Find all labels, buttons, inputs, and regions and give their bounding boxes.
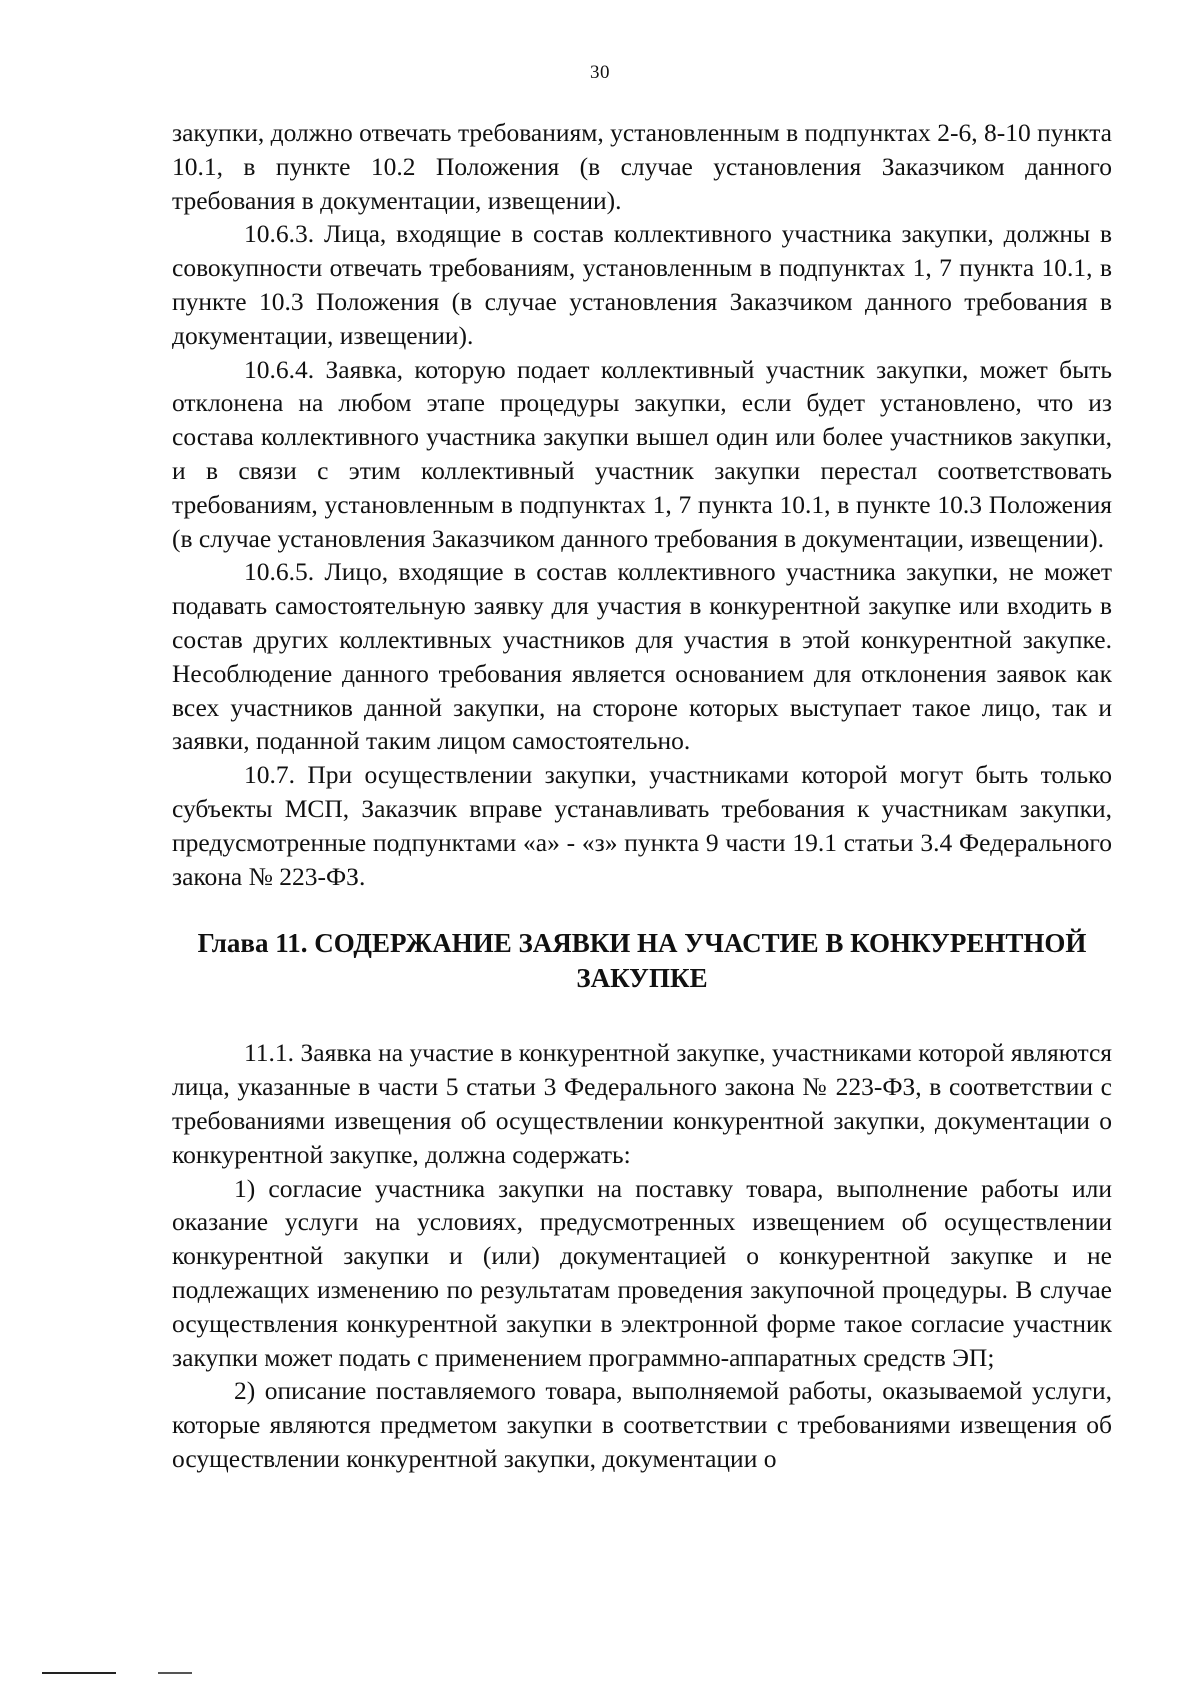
paragraph-10-7: 10.7. При осуществлении закупки, участниками которой могут быть только субъекты МСП, Заказчик вправе устанавливать требования к участникам закупки, предусмотренные подпунктами «а» - «з» пункта 9 части 19.1 статьи 3.4 Федерального закона № 223-ФЗ. [172,760,1112,891]
footer-rule [42,1672,116,1674]
footer-rule-short [158,1672,192,1674]
chapter-heading: Глава 11. СОДЕРЖАНИЕ ЗАЯВКИ НА УЧАСТИЕ В КОНКУРЕНТНОЙ ЗАКУПКЕ [197,928,1087,994]
page-number: 30 [590,62,610,83]
paragraph-10-6-3: 10.6.3. Лица, входящие в состав коллективного участника закупки, должны в совокупности отвечать требованиям, установленным в подпунктах 1, 7 пункта 10.1, в пункте 10.3 Положения (в случае установления Заказчиком данного требования в документации, извещении). [172,219,1112,350]
document-body [172,116,1112,1476]
list-item-2: 2) описание поставляемого товара, выполняемой работы, оказываемой услуги, которые являются предметом закупки в соответствии с требованиями извещения об осуществлении конкурентной закупки, документации о [172,1376,1112,1473]
paragraph-11-1: 11.1. Заявка на участие в конкурентной закупке, участниками которой являются лица, указанные в части 5 статьи 3 Федерального закона № 223-ФЗ, в соответствии с требованиями извещения об осуществлении конкурентной закупки, документации о конкурентной закупке, должна содержать: [172,1038,1112,1169]
paragraph-10-6-4: 10.6.4. Заявка, которую подает коллективный участник закупки, может быть отклонена на любом этапе процедуры закупки, если будет установлено, что из состава коллективного участника закупки вышел один или более участников закупки, и в связи с этим коллективный участник закупки перестал соответствовать требованиям, установленным в подпунктах 1, 7 пункта 10.1, в пункте 10.3 Положения (в случае установления Заказчиком данного требования в документации, извещении). [172,354,1112,553]
list-item-1: 1) согласие участника закупки на поставку товара, выполнение работы или оказание услуги на условиях, предусмотренных извещением об осуществлении конкурентной закупки и (или) документацией о конкурентной закупке и не подлежащих изменению по результатам проведения закупочной процедуры. В случае осуществления конкурентной закупки в электронной форме такое согласие участник закупки может подать с применением программно-аппаратных средств ЭП; [172,1173,1112,1372]
paragraph-10-6-5: 10.6.5. Лицо, входящие в состав коллективного участника закупки, не может подавать самостоятельную заявку для участия в конкурентной закупке или входить в состав других коллективных участников для участия в этой конкурентной закупке. Несоблюдение данного требования является основанием для отклонения заявок как всех участников данной закупки, на стороне которых выступает такое лицо, так и заявки, поданной таким лицом самостоятельно. [172,557,1112,756]
paragraph-continuation: закупки, должно отвечать требованиям, установленным в подпунктах 2-6, 8-10 пункта 10.1, в пункте 10.2 Положения (в случае установления Заказчиком данного требования в документации, извещении). [172,118,1112,215]
